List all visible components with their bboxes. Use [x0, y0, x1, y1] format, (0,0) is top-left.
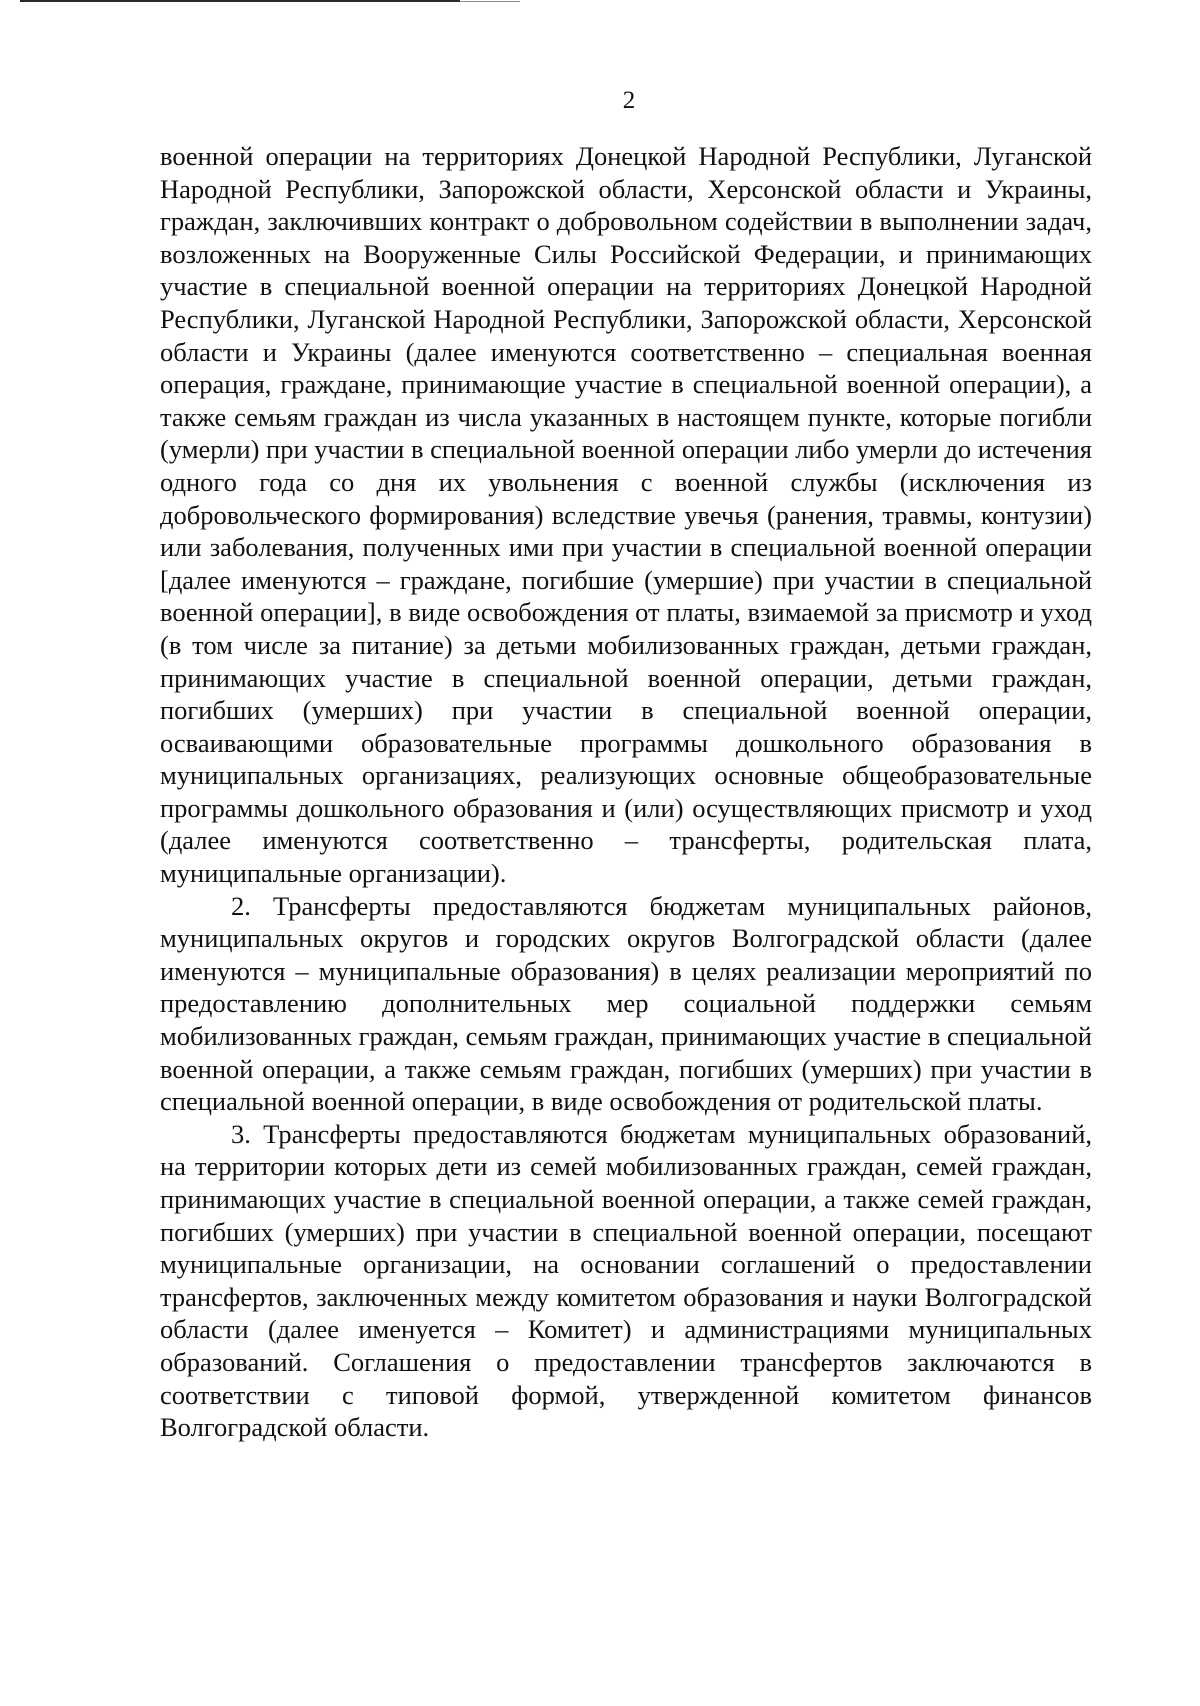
paragraph-item-2: 2. Трансферты предоставляются бюджетам муниципальных районов, муниципальных округов и городских округов Волгоградской области (далее именуются – муниципальные образования) в целях реализации мероприятий по предоставлению дополнительных мер социальной поддержки семьям мобилизованных граждан, семьям граждан, принимающих участие в специальной военной операции, а также семьям граждан, погибших (умерших) при участии в специальной военной операции, в виде освобождения от родительской платы. [160, 890, 1092, 1117]
page-number: 2 [622, 87, 636, 114]
scan-edge-line [20, 0, 460, 2]
document-body [160, 140, 1092, 1444]
paragraph-continuation: военной операции на территориях Донецкой Народной Республики, Луганской Народной Республики, Запорожской области, Херсонской области и Украины, граждан, заключивших контракт о добровольном содействии в выполнении задач, возложенных на Вооруженные Силы Российской Федерации, и принимающих участие в специальной военной операции на территориях Донецкой Народной Республики, Луганской Народной Республики, Запорожской области, Херсонской области и Украины (далее именуются соответственно – специальная военная операция, граждане, принимающие участие в специальной военной операции), а также семьям граждан из числа указанных в настоящем пункте, которые погибли (умерли) при участии в специальной военной операции либо умерли до истечения одного года со дня их увольнения с военной службы (исключения из добровольческого формирования) вследствие увечья (ранения, травмы, контузии) или заболевания, полученных ими при участии в специальной военной операции [далее именуются – граждане, погибшие (умершие) при участии в специальной военной операции], в виде освобождения от платы, взимаемой за присмотр и уход (в том числе за питание) за детьми мобилизованных граждан, детьми граждан, принимающих участие в специальной военной операции, детьми граждан, погибших (умерших) при участии в специальной военной операции, осваивающими образовательные программы дошкольного образования в муниципальных организациях, реализующих основные общеобразовательные программы дошкольного образования и (или) осуществляющих присмотр и уход (далее именуются соответственно – трансферты, родительская плата, муниципальные организации). [160, 141, 1092, 889]
scan-edge-line-faint [460, 1, 520, 2]
paragraph-item-3: 3. Трансферты предоставляются бюджетам муниципальных образований, на территории которых дети из семей мобилизованных граждан, семей граждан, принимающих участие в специальной военной операции, а также семей граждан, погибших (умерших) при участии в специальной военной операции, посещают муниципальные организации, на основании соглашений о предоставлении трансфертов, заключенных между комитетом образования и науки Волгоградской области (далее именуется – Комитет) и администрациями муниципальных образований. Соглашения о предоставлении трансфертов заключаются в соответствии с типовой формой, утвержденной комитетом финансов Волгоградской области. [160, 1118, 1092, 1443]
